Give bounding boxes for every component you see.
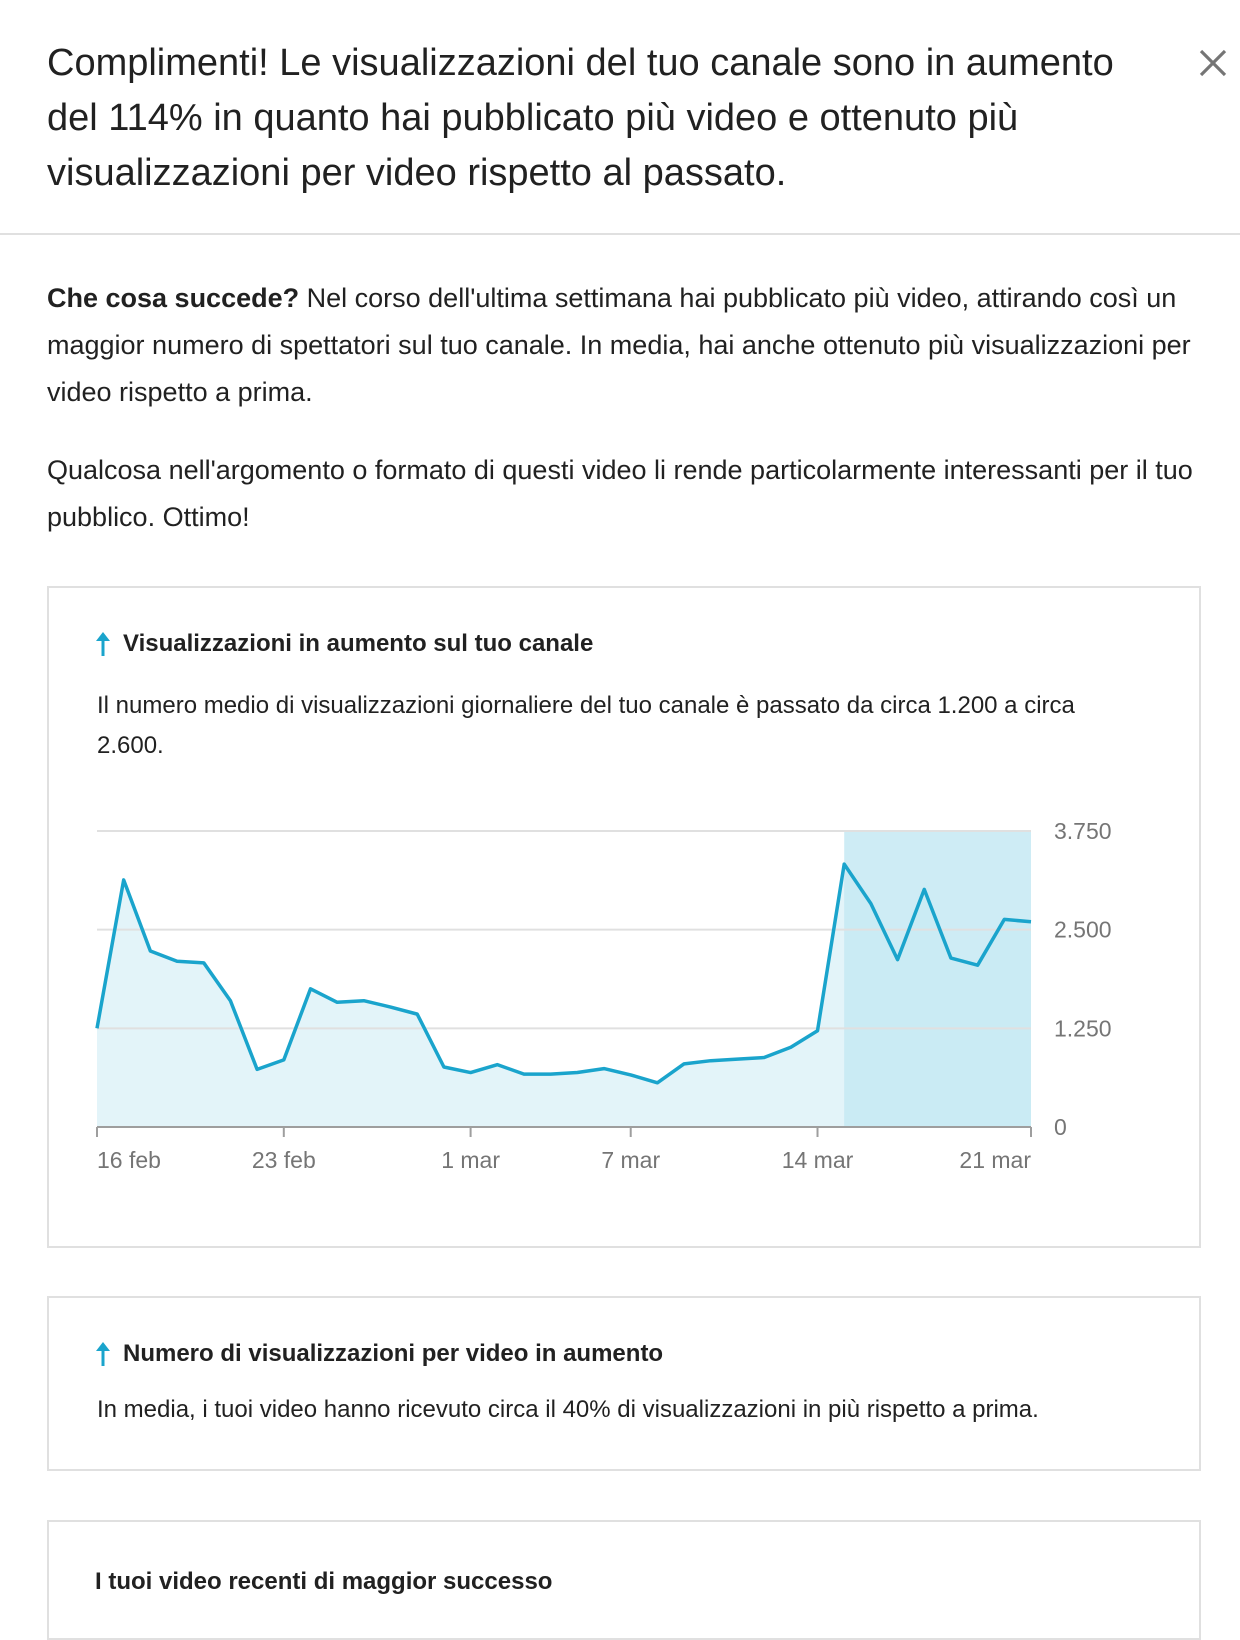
x-tick-label: 14 mar bbox=[781, 1147, 854, 1173]
intro-paragraph-1 bbox=[47, 275, 1197, 416]
close-icon bbox=[1196, 46, 1232, 82]
intro-question: Che cosa succede? bbox=[47, 283, 300, 313]
channel-views-card bbox=[47, 586, 1201, 1248]
arrow-up-icon bbox=[95, 1341, 111, 1367]
views-per-video-card-header bbox=[95, 1340, 663, 1368]
close-button[interactable] bbox=[1196, 46, 1232, 82]
views-per-video-card-title: Numero di visualizzazioni per video in aumento bbox=[123, 1340, 664, 1367]
intro-paragraph-1-text: Nel corso dell'ultima settimana hai pubblicato più video, attirando così un maggior numero di spettatori sul tuo canale. In media, hai anche ottenuto più visualizzazioni per video rispetto a prima. bbox=[47, 283, 1191, 407]
y-tick-label: 3.750 bbox=[1054, 818, 1112, 844]
recent-videos-card bbox=[47, 1520, 1201, 1640]
x-tick-label: 7 mar bbox=[601, 1147, 661, 1173]
channel-views-card-title: Visualizzazioni in aumento sul tuo canale bbox=[123, 630, 594, 657]
y-tick-label: 0 bbox=[1054, 1114, 1067, 1140]
x-tick-label: 16 feb bbox=[97, 1147, 161, 1173]
y-tick-label: 1.250 bbox=[1054, 1015, 1112, 1042]
channel-views-card-description: Il numero medio di visualizzazioni giornaliere del tuo canale è passato da circa 1.200 a circa 2.600. bbox=[97, 692, 1075, 759]
intro-paragraph-2: Qualcosa nell'argomento o formato di questi video li rende particolarmente interessanti per il tuo pubblico. Ottimo! bbox=[47, 455, 1193, 532]
y-tick-label: 2.500 bbox=[1054, 916, 1112, 943]
dialog-title: Complimenti! Le visualizzazioni del tuo canale sono in aumento del 114% in quanto hai pubblicato più video e ottenuto più visualizzazioni per video rispetto al passato. bbox=[47, 42, 1114, 194]
highlight-region bbox=[844, 831, 1031, 1127]
recent-videos-card-title: I tuoi video recenti di maggior successo bbox=[95, 1568, 553, 1595]
dialog-header bbox=[0, 0, 1240, 235]
x-tick-label: 21 mar bbox=[959, 1147, 1031, 1173]
views-per-video-card-description: In media, i tuoi video hanno ricevuto circa il 40% di visualizzazioni in più rispetto a prima. bbox=[97, 1396, 1039, 1423]
recent-videos-card-header bbox=[95, 1568, 552, 1596]
x-tick-label: 23 feb bbox=[251, 1147, 316, 1173]
x-tick-label: 1 mar bbox=[441, 1147, 500, 1173]
views-per-video-card bbox=[47, 1296, 1201, 1471]
views-chart bbox=[49, 588, 1203, 1250]
intro-text bbox=[47, 275, 1197, 541]
